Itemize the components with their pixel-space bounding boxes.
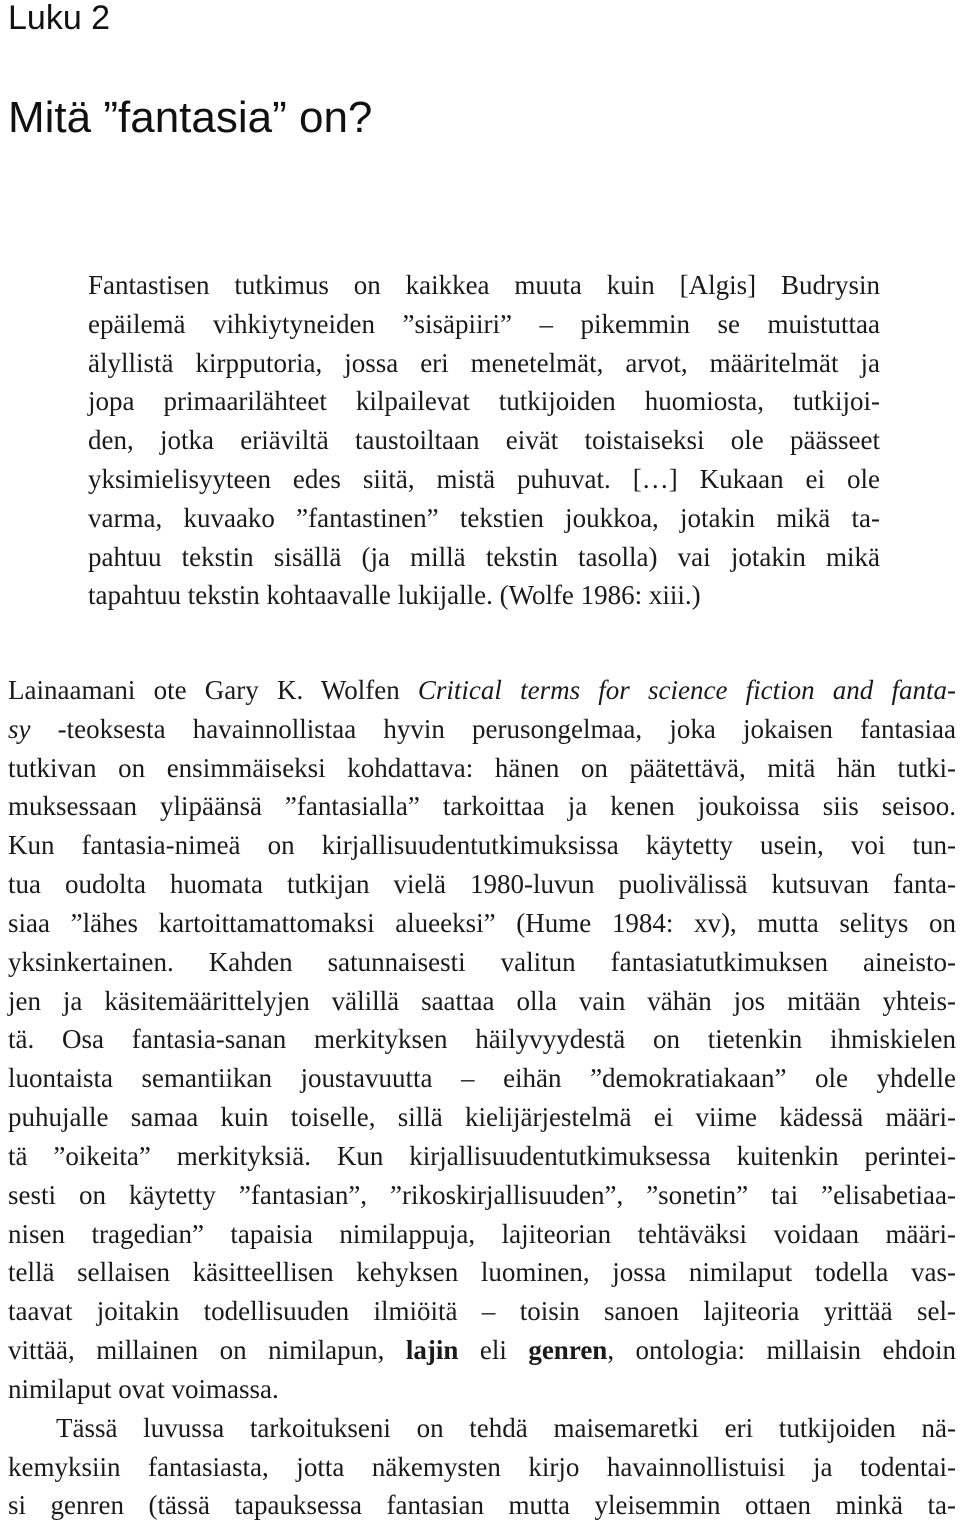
term-genren-bold: genren bbox=[528, 1335, 608, 1366]
chapter-label: Luku 2 bbox=[8, 0, 111, 37]
block-quote bbox=[88, 266, 880, 615]
body-text bbox=[8, 671, 956, 1525]
quote-line: tapahtuu tekstin kohtaavalle lukijalle. (Wolfe 1986: xiii.) bbox=[88, 580, 701, 611]
term-lajin-bold: lajin bbox=[405, 1335, 459, 1366]
body-line: muksessaan ylipäänsä ”fantasialla” tarkoittaa ja kenen joukoissa siis seisoo. bbox=[8, 791, 956, 822]
quote-line: Fantastisen tutkimus on kaikkea muuta kuin [Algis] Budrysin bbox=[88, 270, 880, 300]
body-line: tä. Osa fantasia-sanan merkityksen häilyvyydestä on tietenkin ihmiskielen bbox=[8, 1024, 956, 1055]
book-title-italic: Critical terms for science fiction and fanta- bbox=[417, 675, 956, 705]
body-line: taavat joitakin todellisuuden ilmiöitä – toisin sanoen lajiteoria yrittää sel- bbox=[8, 1296, 956, 1327]
body-line: puhujalle samaa kuin toiselle, sillä kielijärjestelmä ei viime kädessä määri- bbox=[8, 1102, 956, 1133]
quote-line: den, jotka eriäviltä taustoiltaan eivät toistaiseksi ole päässeet bbox=[88, 425, 880, 456]
body-line: yksinkertainen. Kahden satunnaisesti valitun fantasiatutkimuksen aineisto- bbox=[8, 946, 956, 977]
quote-line: varma, kuvaako ”fantastinen” tekstien joukkoa, jotakin mikä ta- bbox=[88, 502, 880, 533]
body-line: tellä sellaisen käsitteellisen kehyksen luominen, jossa nimilaput todella vas- bbox=[8, 1257, 956, 1288]
body-text-run: vittää, millainen on nimilapun, bbox=[8, 1335, 406, 1366]
body-text-run: -teoksesta havainnollistaa hyvin perusongelmaa, joka jokaisen fantasiaa bbox=[30, 713, 956, 744]
book-title-italic: sy bbox=[8, 713, 31, 744]
body-text-run: , ontologia: millaisin ehdoin bbox=[607, 1335, 956, 1366]
body-line: luontaista semantiikan joustavuutta – eihän ”demokratiakaan” ole yhdelle bbox=[8, 1063, 956, 1094]
quote-line: pahtuu tekstin sisällä (ja millä tekstin tasolla) vai jotakin mikä bbox=[88, 541, 880, 572]
body-line: kemyksiin fantasiasta, jotta näkemysten kirjo havainnollistuisi ja todentai- bbox=[8, 1451, 956, 1482]
body-line: tä ”oikeita” merkityksiä. Kun kirjallisuudentutkimuksessa kuitenkin perintei- bbox=[8, 1140, 956, 1171]
body-line: Tässä luvussa tarkoitukseni on tehdä maisemaretki eri tutkijoiden nä- bbox=[56, 1412, 956, 1443]
body-line: tua oudolta huomata tutkijan vielä 1980-luvun puolivälissä kutsuvan fanta- bbox=[8, 869, 956, 900]
body-line: nisen tragedian” tapaisia nimilappuja, lajiteorian tehtäväksi voidaan määri- bbox=[8, 1218, 956, 1249]
body-line: Kun fantasia-nimeä on kirjallisuudentutkimuksissa käytetty usein, voi tun- bbox=[8, 830, 956, 861]
body-line: siaa ”lähes kartoittamattomaksi alueeksi” (Hume 1984: xv), mutta selitys on bbox=[8, 907, 956, 938]
body-line bbox=[8, 710, 956, 749]
body-line: sesti on käytetty ”fantasian”, ”rikoskirjallisuuden”, ”sonetin” tai ”elisabetiaa- bbox=[8, 1179, 956, 1210]
body-line bbox=[8, 671, 956, 710]
quote-line: älyllistä kirpputoria, jossa eri menetelmät, arvot, määritelmät ja bbox=[88, 347, 880, 378]
quote-line: jopa primaarilähteet kilpailevat tutkijoiden huomiosta, tutkijoi- bbox=[88, 386, 880, 417]
body-line: si genren (tässä tapauksessa fantasian mutta yleisemmin ottaen minkä ta- bbox=[8, 1490, 956, 1521]
body-line: tutkivan on ensimmäiseksi kohdattava: hänen on päätettävä, mitä hän tutki- bbox=[8, 752, 956, 783]
body-text-run: eli bbox=[458, 1335, 529, 1366]
body-line: jen ja käsitemäärittelyjen välillä saattaa olla vain vähän jos mitään yhteis- bbox=[8, 985, 956, 1016]
body-text-run: Lainaamani ote Gary K. Wolfen bbox=[8, 675, 418, 705]
quote-line: yksimielisyyteen edes siitä, mistä puhuvat. […] Kukaan ei ole bbox=[88, 463, 880, 494]
quote-line: epäilemä vihkiytyneiden ”sisäpiiri” – pikemmin se muistuttaa bbox=[88, 308, 880, 339]
body-line: nimilaput ovat voimassa. bbox=[8, 1373, 279, 1404]
body-line bbox=[8, 1331, 956, 1370]
chapter-title: Mitä ”fantasia” on? bbox=[8, 93, 373, 142]
